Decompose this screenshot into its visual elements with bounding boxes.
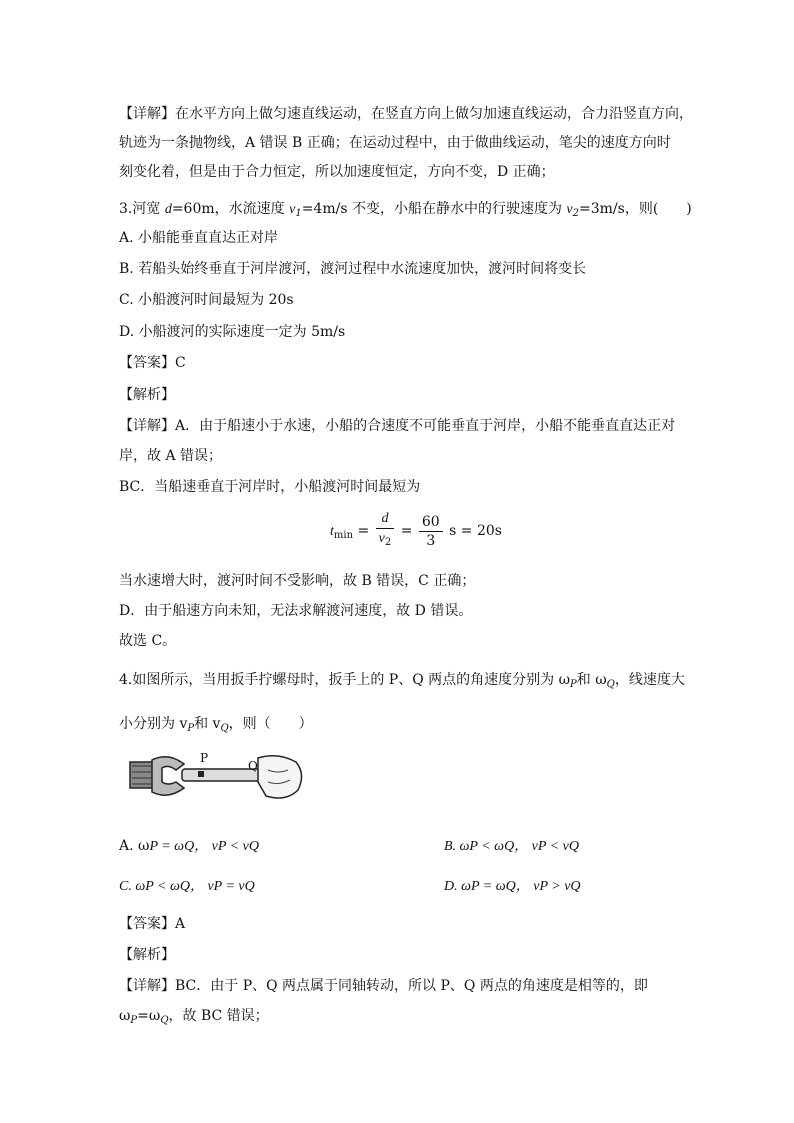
- option-d: D. 小船渡河的实际速度一定为 5m/s: [119, 324, 346, 340]
- option-d: D. ωP = ωQ， vP > vQ: [444, 879, 581, 894]
- formula-tmin: $t_{min}$ = $\frac{d}{v_2}$ = $\frac{60}{3}$ s = 20s: [330, 511, 502, 549]
- text-line: D．由于船速方向未知，无法求解渡河速度，故 D 错误。: [119, 603, 473, 619]
- text-line: 【详解】BC．由于 P、Q 两点属于同轴转动，所以 P、Q 两点的角速度是相等的，即: [119, 978, 648, 994]
- wrench-figure: [128, 752, 308, 804]
- figure-label-q: Q: [248, 759, 258, 773]
- figure-label-p: P: [200, 751, 209, 765]
- text-line: 当水速增大时，渡河时间不受影响，故 B 错误，C 正确；: [119, 573, 476, 589]
- text-line: 刻变化着，但是由于合力恒定，所以加速度恒定，方向不变，D 正确；: [119, 164, 555, 180]
- option-a: A. 小船能垂直直达正对岸: [119, 230, 279, 246]
- text-line: 岸，故 A 错误；: [119, 448, 223, 464]
- text-line: 【详解】A．由于船速小于水速，小船的合速度不可能垂直于河岸，小船不能垂直直达正对: [119, 418, 676, 434]
- text-line: BC．当船速垂直于河岸时，小船渡河时间最短为: [119, 479, 421, 495]
- option-c: C. 小船渡河时间最短为 20s: [119, 292, 294, 308]
- question-3: 3.河宽 d=60m，水流速度 $v_1=4m/s$ 不变，小船在静水中的行驶速度为 $v_2=3m/s$，则( ): [119, 201, 692, 219]
- text-line: 轨迹为一条抛物线，A 错误 B 正确；在运动过程中，由于做曲线运动，笔尖的速度方向时: [119, 135, 671, 151]
- answer-3: 【答案】C: [119, 355, 186, 371]
- option-a: A. ωP = ωQ， vP < vQ: [119, 838, 259, 854]
- analysis-3-heading: 【解析】: [119, 387, 175, 403]
- answer-4: 【答案】A: [119, 916, 186, 932]
- analysis-4-heading: 【解析】: [119, 947, 175, 963]
- text-line: $\omega_P=\omega_Q$，故 BC 错误；: [119, 1008, 269, 1026]
- option-b: B. ωP < ωQ， vP < vQ: [444, 839, 579, 854]
- option-c: C. ωP < ωQ， vP = vQ: [119, 879, 255, 894]
- text-line: 故选 C。: [119, 633, 177, 649]
- question-4: 4.如图所示，当用扳手拧螺母时，扳手上的 P、Q 两点的角速度分别为 $\omega_P$和 $\omega_Q$，线速度大: [119, 672, 685, 690]
- question-4-cont: 小分别为 $v_P$和 $v_Q$，则（ ）: [119, 716, 313, 734]
- text-line: 【详解】在水平方向上做匀速直线运动，在竖直方向上做匀加速直线运动，合力沿竖直方向，: [119, 106, 693, 122]
- option-b: B. 若船头始终垂直于河岸渡河，渡河过程中水流速度加快，渡河时间将变长: [119, 261, 587, 277]
